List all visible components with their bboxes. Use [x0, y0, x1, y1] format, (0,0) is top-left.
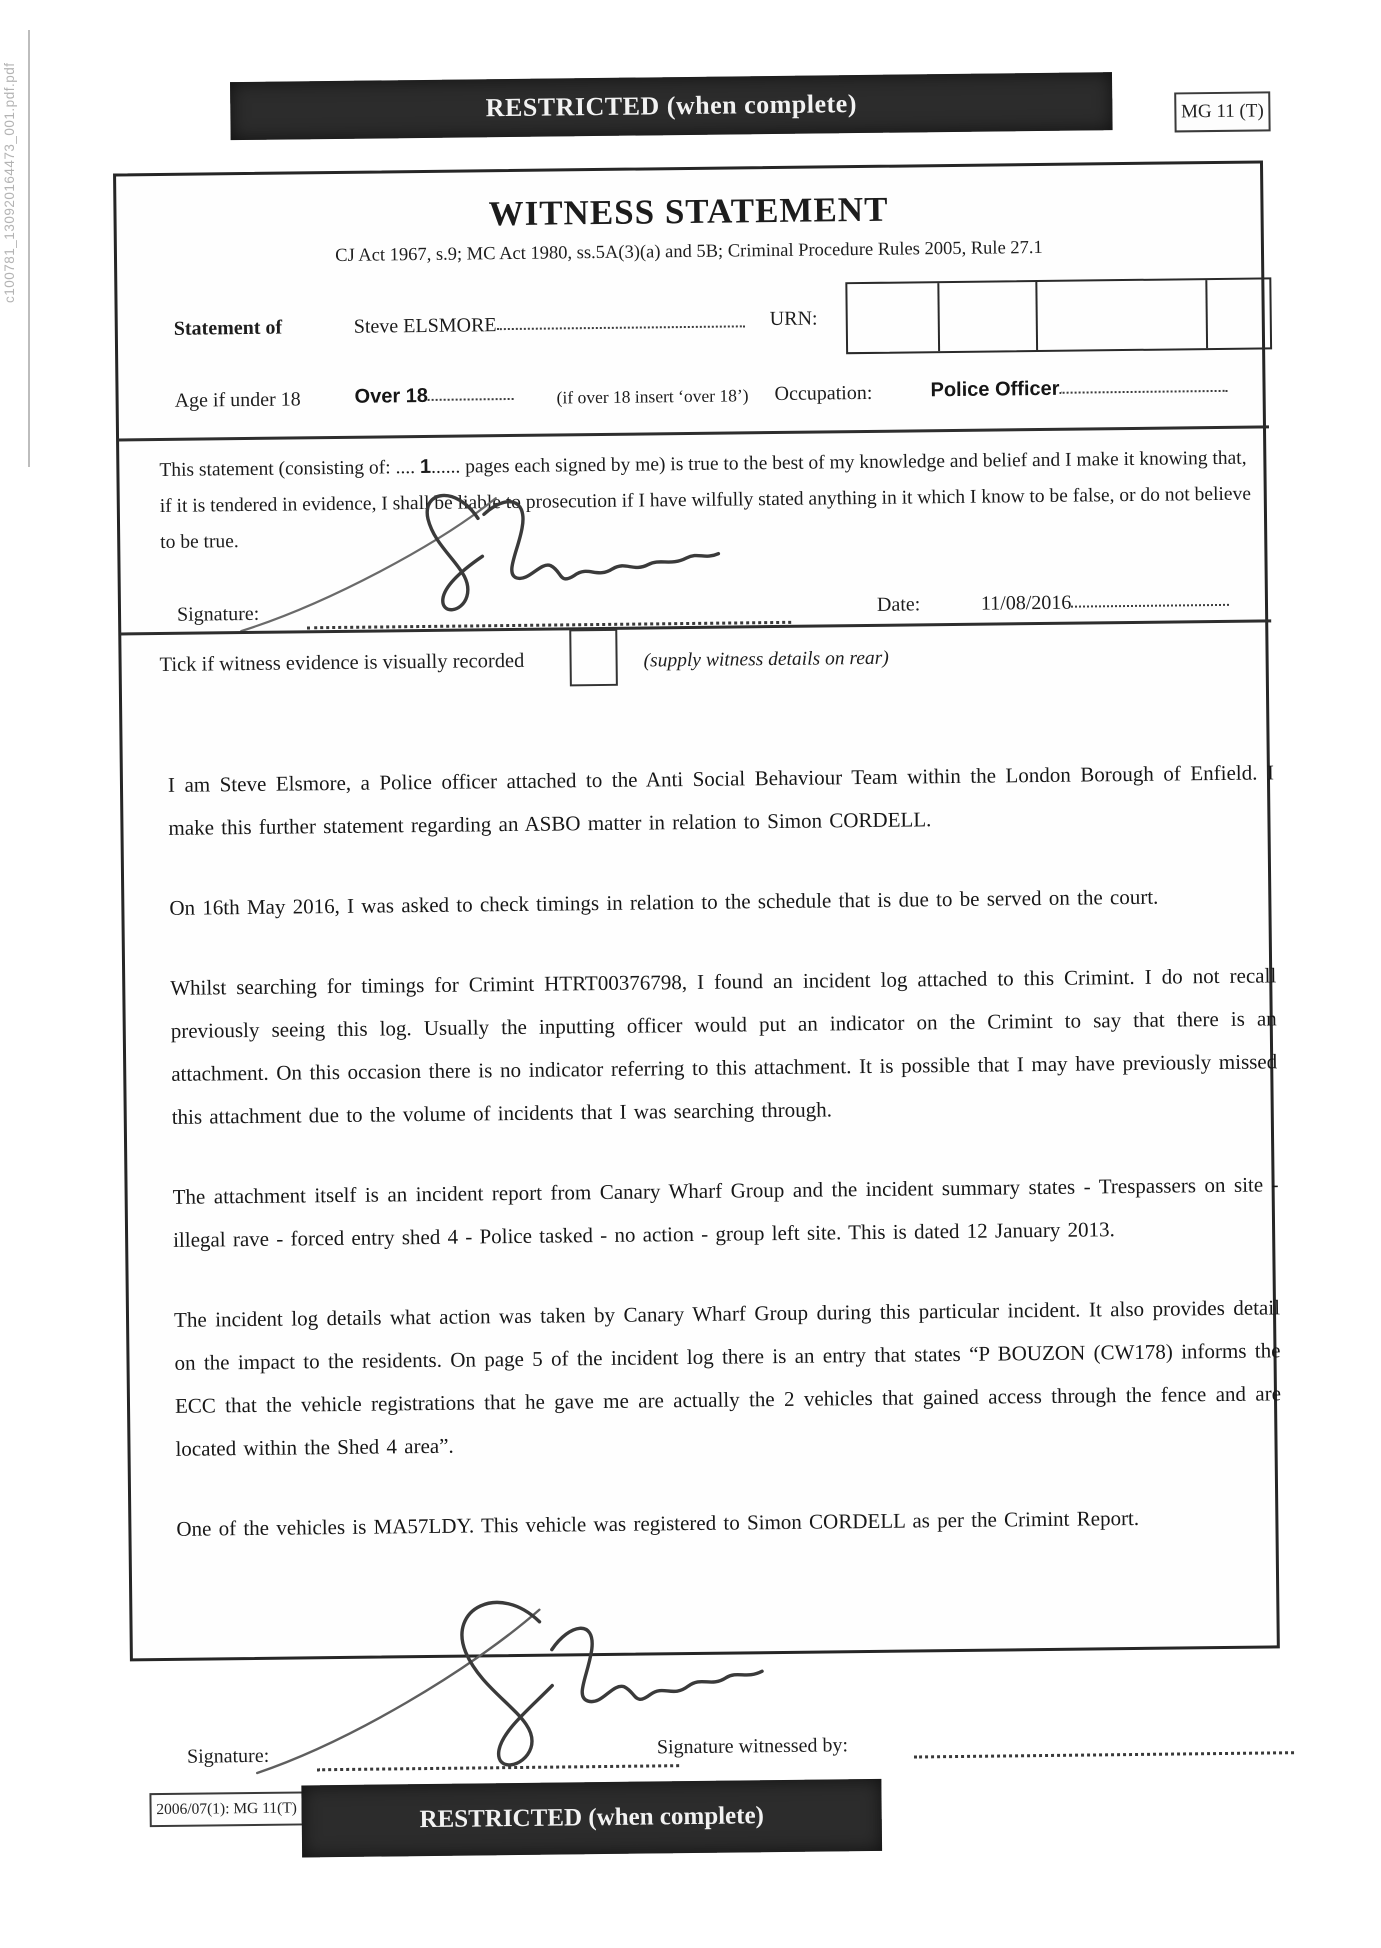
- statement-paragraph: On 16th May 2016, I was asked to check timings in relation to the schedule that is due to be served on the court.: [169, 884, 1159, 920]
- restricted-banner-bottom: RESTRICTED (when complete): [301, 1779, 882, 1858]
- witness-name: Steve ELSMORE: [353, 314, 497, 338]
- urn-label: URN:: [769, 307, 818, 331]
- statement-body: [168, 751, 1283, 1587]
- date-value: [981, 590, 1230, 616]
- occupation-value: [930, 376, 1227, 402]
- pages-count-handwritten: 1: [419, 455, 432, 479]
- leader-dots: [497, 323, 745, 330]
- footer-form-code-box: 2006/07(1): MG 11(T): [149, 1791, 303, 1827]
- age-value-text: Over 18: [354, 384, 429, 408]
- statement-paragraph: One of the vehicles is MA57LDY. This vehicle was registered to Simon CORDELL as per the Crimint Report.: [176, 1505, 1140, 1541]
- witnessed-by-dotted-line: [914, 1751, 1294, 1758]
- leader-dots: [1059, 388, 1227, 394]
- leader-dots: [428, 396, 514, 401]
- declaration-text-1: This statement (consisting of: ....: [159, 457, 421, 481]
- witness-statement-form: [113, 160, 1280, 1661]
- form-code-box: MG 11 (T): [1174, 91, 1270, 132]
- visually-recorded-hint: (supply witness details on rear): [643, 647, 889, 672]
- urn-cell-3: [1035, 280, 1206, 350]
- leader-dots: [1071, 602, 1229, 608]
- urn-cell-2: [937, 282, 1036, 351]
- urn-cell-4: [1205, 279, 1270, 348]
- statement-of-value: [354, 311, 745, 338]
- declaration-text-2: ...... pages each signed by me) is true to the best of my knowledge and belief and I make it knowing that, if it is tendered in evidence, I shall be liable to prosecution if I have wilfully stated anything in it which I know to be false, or do not believe to be true.: [159, 447, 1252, 553]
- section-divider-line: [118, 425, 1269, 441]
- visually-recorded-label: Tick if witness evidence is visually recorded: [159, 649, 525, 676]
- statement-paragraph: The incident log details what action was taken by Canary Wharf Group during this particular incident. It also provides detail on the impact to the residents. On page 5 of the incident log there is an entry that states “P BOUZON (CW178) informs the ECC that the vehicle registrations that he gave me are actually the 2 vehicles that gained access through the fence and are located within the Shed 4 area”.: [173, 1295, 1282, 1461]
- statement-paragraph: The attachment itself is an incident report from Canary Wharf Group and the incident summary states - Trespassers on site - illegal rave - forced entry shed 4 - Police tasked - no action - group left site. This is dated 12 January 2013.: [172, 1172, 1279, 1252]
- urn-cell-1: [847, 283, 938, 352]
- visually-recorded-checkbox: [569, 629, 618, 687]
- signature-label: Signature:: [176, 602, 260, 626]
- urn-field-boxes: [845, 277, 1272, 354]
- age-hint: (if over 18 insert ‘over 18’): [556, 385, 749, 408]
- witnessed-by-label: Signature witnessed by:: [656, 1734, 849, 1759]
- age-value: [354, 384, 514, 409]
- restricted-banner-top: RESTRICTED (when complete): [230, 72, 1113, 140]
- form-title: WITNESS STATEMENT: [488, 189, 889, 234]
- date-value-text: 11/08/2016: [980, 591, 1072, 615]
- age-label: Age if under 18: [174, 388, 301, 412]
- occupation-label: Occupation:: [774, 381, 873, 406]
- form-subtitle: CJ Act 1967, s.9; MC Act 1980, ss.5A(3)(a) and 5B; Criminal Procedure Rules 2005, Rule 27.1: [335, 237, 1043, 266]
- statement-paragraph: I am Steve Elsmore, a Police officer attached to the Anti Social Behaviour Team within the London Borough of Enfield. I make this further statement regarding an ASBO matter in relation to Simon CORDELL.: [167, 760, 1275, 840]
- date-label: Date:: [876, 593, 921, 616]
- statement-paragraph: Whilst searching for timings for Crimint HTRT00376798, I found an incident log attached to this Crimint. I do not recall previously seeing this log. Usually the inputting officer would put an indicator on the Crimint to say that there is an attachment. On this occasion there is no indicator referring to this attachment. It is possible that I may have previously missed this attachment due to the volume of incidents that I was searching through.: [170, 963, 1278, 1129]
- footer-signature-label: Signature:: [186, 1744, 270, 1768]
- statement-of-label: Statement of: [173, 316, 283, 340]
- occupation-value-text: Police Officer: [930, 377, 1060, 402]
- pdf-filename-vertical: c100781_130920164473_001.pdf.pdf: [2, 62, 17, 304]
- signature-handwriting: [226, 475, 748, 639]
